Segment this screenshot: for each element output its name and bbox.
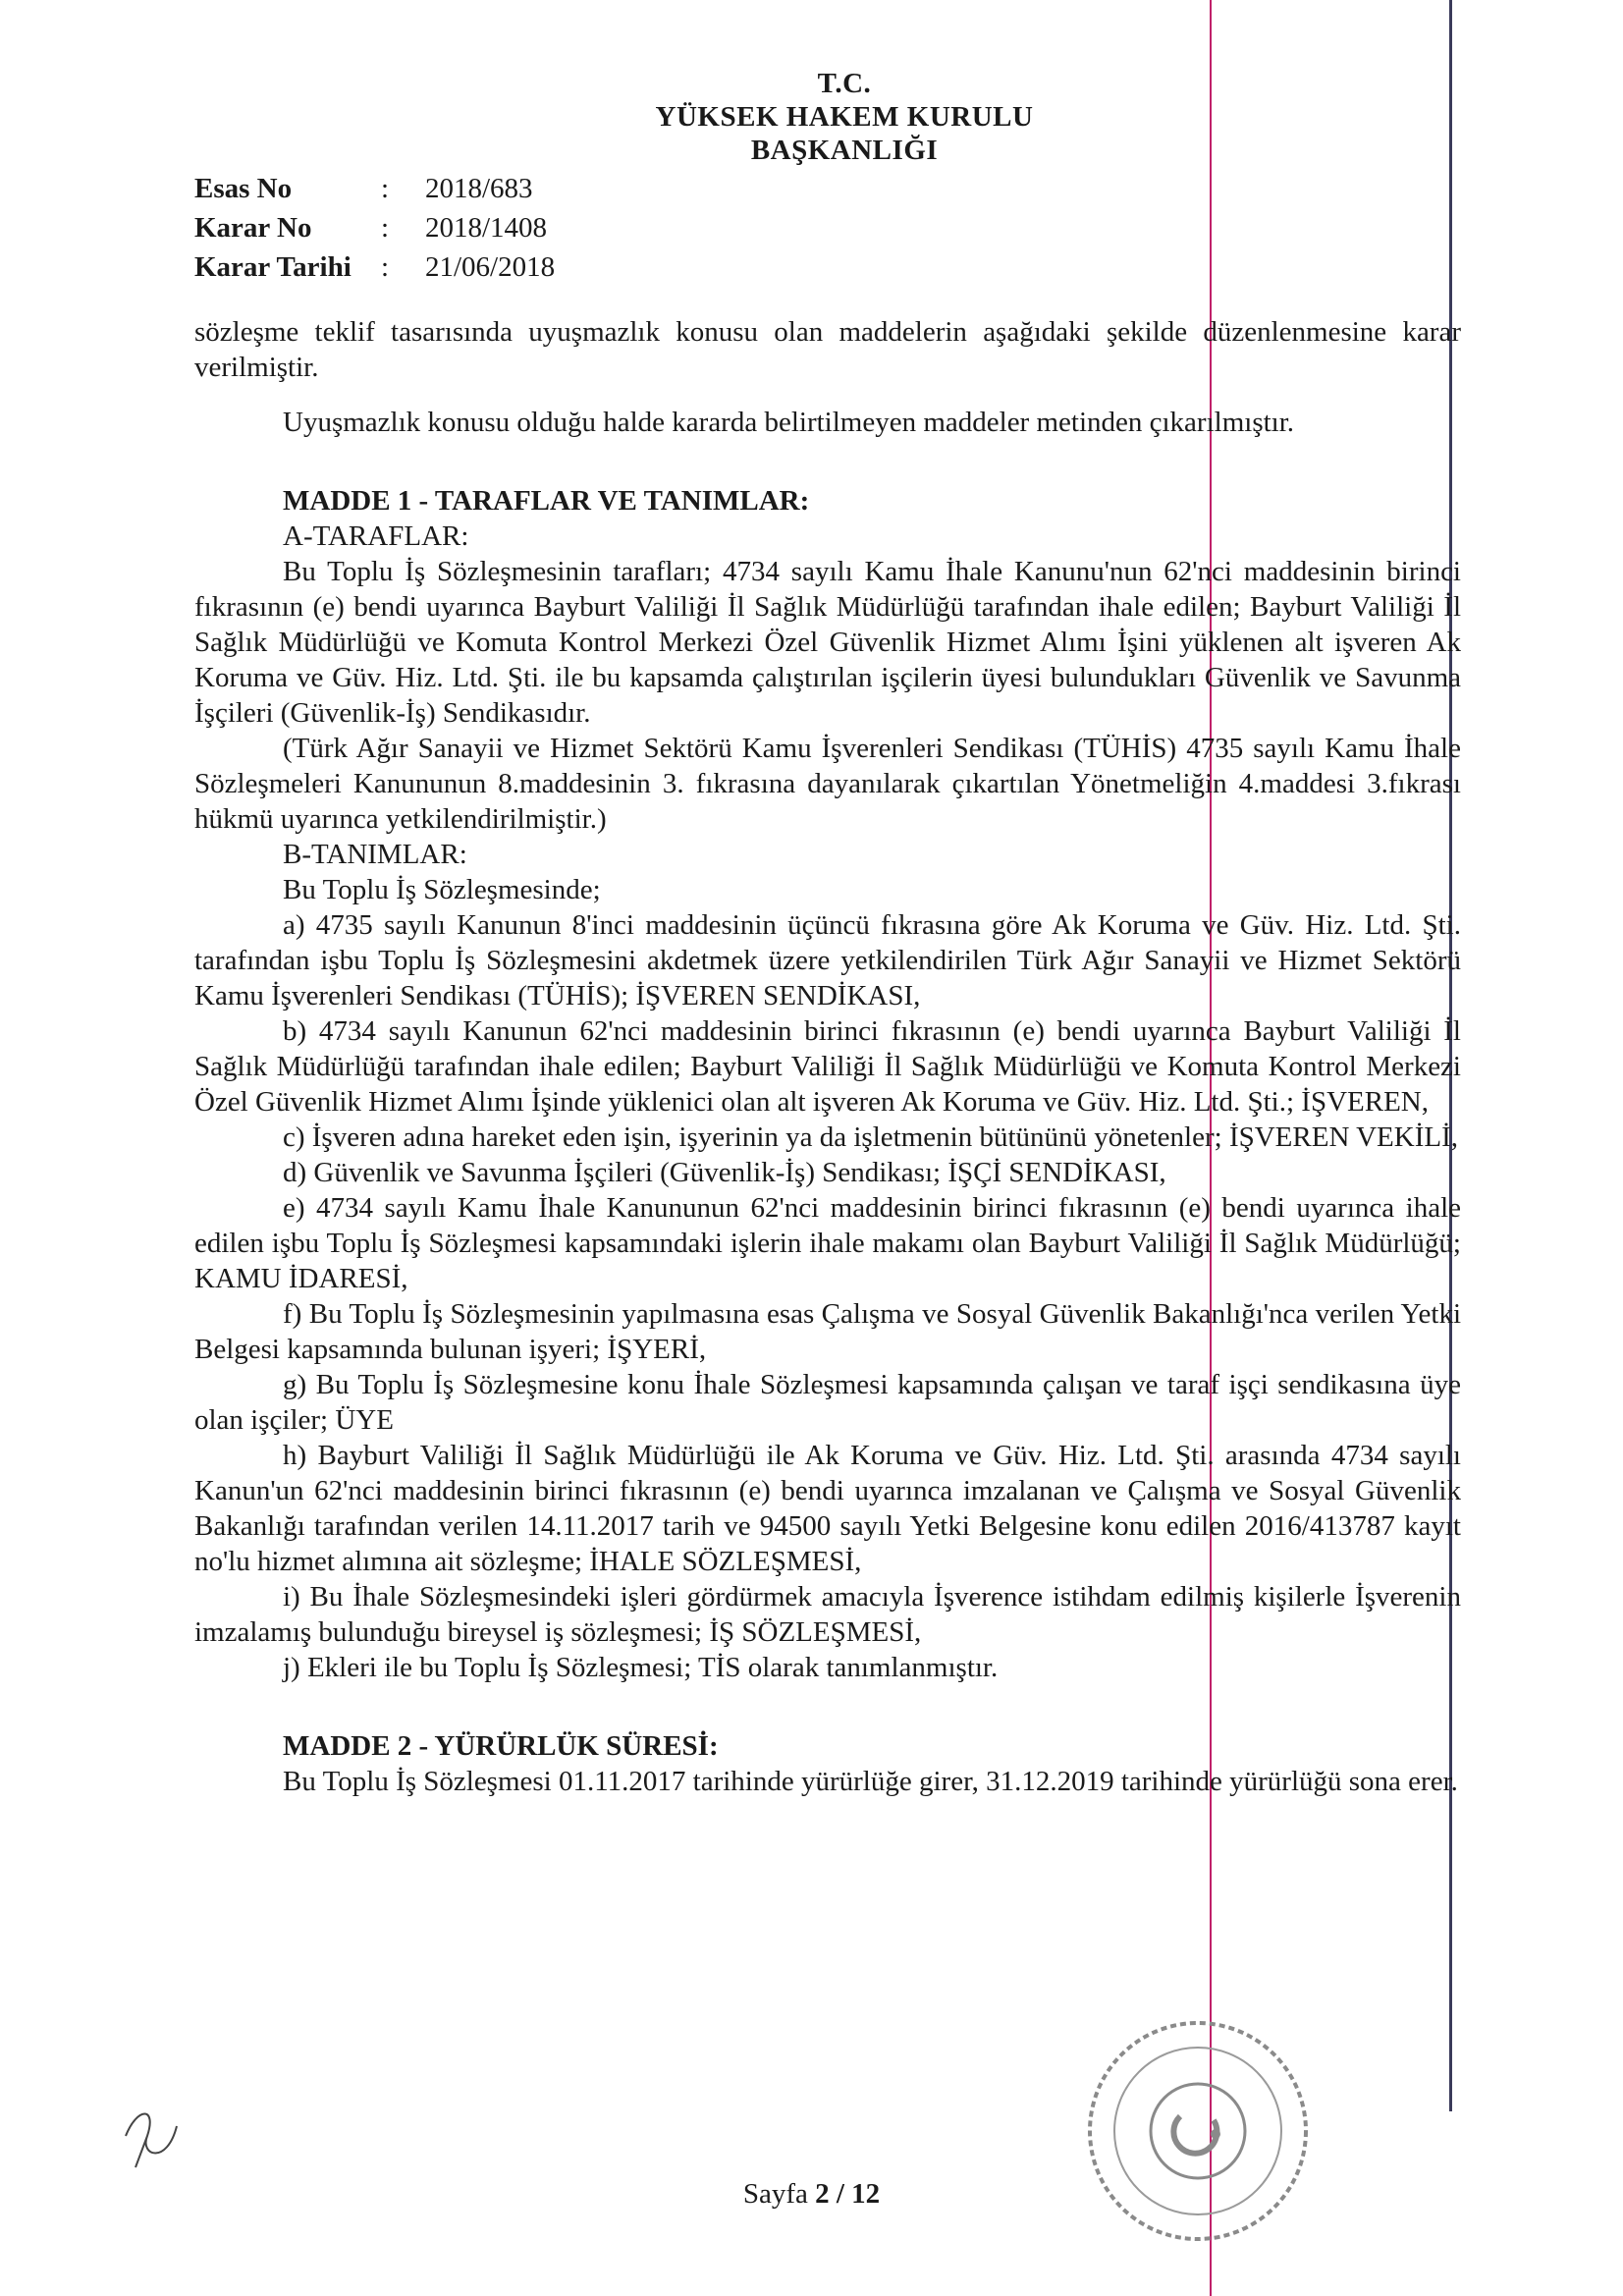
official-seal-icon — [1070, 2008, 1325, 2254]
page-separator: / — [829, 2178, 852, 2210]
tanimlar-intro: Bu Toplu İş Sözleşmesinde; — [283, 874, 601, 905]
page-current: 2 — [815, 2178, 830, 2210]
madde-1-title: MADDE 1 - TARAFLAR VE TANIMLAR: — [283, 485, 810, 517]
taraflar-note: (Türk Ağır Sanayii ve Hizmet Sektörü Kamu İşverenleri Sendikası (TÜHİS) 4735 sayılı Kamu İhale Sözleşmeleri Kanununun 8.maddesinin 3. fıkrasına dayanılarak çıkartılan Yönetmeliğin 4.maddesi 3.fıkrası hükmü uyarınca yetkilendirilmiştir.) — [194, 733, 1461, 835]
tanimlar-title: B-TANIMLAR: — [283, 839, 467, 870]
definition-f: f) Bu Toplu İş Sözleşmesinin yapılmasına esas Çalışma ve Sosyal Güvenlik Bakanlığı'nca verilen Yetki Belgesi kapsamında bulunan işyeri; İŞYERİ, — [194, 1298, 1461, 1365]
colon: : — [381, 212, 390, 244]
colon: : — [381, 251, 390, 283]
definition-h: h) Bayburt Valiliği İl Sağlık Müdürlüğü ile Ak Koruma ve Güv. Hiz. Ltd. Şti. arasında 4734 sayılı Kanun'un 62'nci maddesinin birinci fıkrasının (e) bendi uyarınca imzalanan ve Çalışma ve Sosyal Güvenlik Bakanlığı tarafından verilen 14.11.2017 tarih ve 94500 sayılı Yetki Belgesine konu edilen 2016/413787 kayıt no'lu hizmet alımına ait sözleşme; İHALE SÖZLEŞMESİ, — [194, 1440, 1461, 1577]
madde-2-text: Bu Toplu İş Sözleşmesi 01.11.2017 tarihinde yürürlüğe girer, 31.12.2019 tarihinde yürürlüğü sona erer. — [283, 1766, 1458, 1797]
definition-c: c) İşveren adına hareket eden işin, işyerinin ya da işletmenin bütününü yönetenler; İŞVEREN VEKİLİ, — [283, 1121, 1458, 1153]
page-total: 12 — [851, 2178, 881, 2210]
esas-no-value: 2018/683 — [425, 173, 533, 204]
page-number — [0, 2178, 1623, 2211]
case-info-row — [194, 208, 555, 247]
case-info — [194, 169, 555, 287]
taraflar-title: A-TARAFLAR: — [283, 520, 469, 552]
karar-tarihi-value: 21/06/2018 — [425, 251, 556, 283]
definition-d: d) Güvenlik ve Savunma İşçileri (Güvenlik-İş) Sendikası; İŞÇİ SENDİKASI, — [283, 1157, 1166, 1188]
karar-no-label: Karar No — [194, 212, 312, 244]
definition-j: j) Ekleri ile bu Toplu İş Sözleşmesi; TİS olarak tanımlanmıştır. — [283, 1652, 999, 1683]
madde-2-title: MADDE 2 - YÜRÜRLÜK SÜRESİ: — [283, 1730, 719, 1762]
document-header — [550, 67, 1139, 167]
signature-icon — [118, 2097, 187, 2175]
paragraph-excluded: Uyuşmazlık konusu olduğu halde kararda belirtilmeyen maddeler metinden çıkarılmıştır. — [283, 407, 1295, 438]
case-info-row — [194, 247, 555, 287]
esas-no-label: Esas No — [194, 173, 293, 204]
karar-no-value: 2018/1408 — [425, 212, 548, 244]
header-line-1: T.C. — [817, 68, 872, 99]
taraflar-text: Bu Toplu İş Sözleşmesinin tarafları; 4734 sayılı Kamu İhale Kanunu'nun 62'nci maddesinin birinci fıkrasının (e) bendi uyarınca Bayburt Valiliği İl Sağlık Müdürlüğü tarafından ihale edilen; Bayburt Valiliği İl Sağlık Müdürlüğü ve Komuta Kontrol Merkezi Özel Güvenlik Hizmet Alımı İşini yüklenen alt işveren Ak Koruma ve Güv. Hiz. Ltd. Şti. ile bu kapsamda çalıştırılan işçilerin üyesi bulundukları Güvenlik ve Savunma İşçileri (Güvenlik-İş) Sendikasıdır. — [194, 556, 1461, 729]
definition-i: i) Bu İhale Sözleşmesindeki işleri gördürmek amacıyla İşverence istihdam edilmiş kişilerle İşverenin imzalamış bulunduğu bireysel iş sözleşmesi; İŞ SÖZLEŞMESİ, — [194, 1581, 1461, 1648]
definition-g: g) Bu Toplu İş Sözleşmesine konu İhale Sözleşmesi kapsamında çalışan ve taraf işçi sendikasına üye olan işçiler; ÜYE — [194, 1369, 1461, 1436]
definition-a: a) 4735 sayılı Kanunun 8'inci maddesinin üçüncü fıkrasına göre Ak Koruma ve Güv. Hiz. Ltd. Şti. tarafından işbu Toplu İş Sözleşmesini akdetmek üzere yetkilendirilen Türk Ağır Sanayii ve Hizmet Sektörü Kamu İşverenleri Sendikası (TÜHİS); İŞVEREN SENDİKASI, — [194, 909, 1461, 1011]
case-info-row — [194, 169, 555, 208]
colon: : — [381, 173, 390, 204]
paragraph-intro: sözleşme teklif tasarısında uyuşmazlık konusu olan maddelerin aşağıdaki şekilde düzenlenmesine karar verilmiştir. — [194, 316, 1461, 383]
definition-b: b) 4734 sayılı Kanunun 62'nci maddesinin birinci fıkrasının (e) bendi uyarınca Bayburt Valiliği İl Sağlık Müdürlüğü tarafından ihale edilen; Bayburt Valiliği İl Sağlık Müdürlüğü ve Komuta Kontrol Merkezi Özel Güvenlik Hizmet Alımı İşinde yüklenici olan alt işveren Ak Koruma ve Güv. Hiz. Ltd. Şti.; İŞVEREN, — [194, 1015, 1461, 1118]
page-prefix: Sayfa — [742, 2178, 808, 2210]
header-line-3: BAŞKANLIĞI — [750, 135, 939, 166]
document-body — [194, 314, 1461, 1799]
header-line-2: YÜKSEK HAKEM KURULU — [655, 101, 1034, 133]
karar-tarihi-label: Karar Tarihi — [194, 251, 352, 283]
definition-e: e) 4734 sayılı Kamu İhale Kanununun 62'nci maddesinin birinci fıkrasının (e) bendi uyarınca ihale edilen işbu Toplu İş Sözleşmesi kapsamındaki işlerin ihale makamı olan Bayburt Valiliği İl Sağlık Müdürlüğü; KAMU İDARESİ, — [194, 1192, 1461, 1294]
